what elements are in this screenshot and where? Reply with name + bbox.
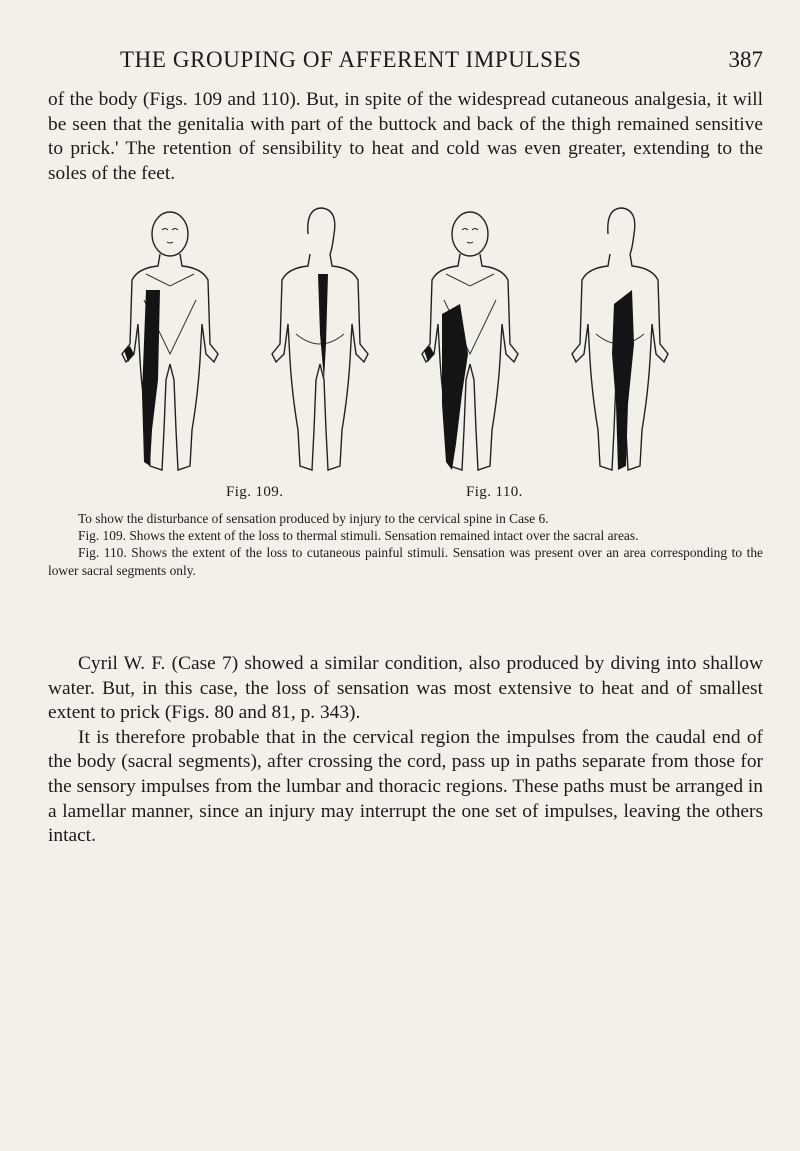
- body-continuation: [48, 652, 763, 849]
- paragraph-conclusion: It is therefore probable that in the cervical region the impulses from the caudal end of the body (sacral segments), after crossing the cord, pass up in paths separate from those for the sensory impulses from the lumbar and thoracic regions. These paths must be arranged in a lamellar manner, since an injury may interrupt the one set of impulses, leaving the others intact.: [48, 726, 763, 847]
- running-head: [48, 47, 763, 79]
- caption-intro: To show the disturbance of sensation produced by injury to the cervical spine in Case 6.: [78, 511, 549, 526]
- caption-fig109: Fig. 109. Shows the extent of the loss to thermal stimuli. Sensation remained intact over the sacral areas.: [78, 528, 639, 544]
- fig109-back-figure: [272, 208, 368, 470]
- page-number: 387: [728, 47, 763, 72]
- body-chart-figures: [100, 204, 700, 480]
- caption-fig110: Fig. 110. Shows the extent of the loss to cutaneous painful stimuli. Sensation was present over an area corresponding to the lower sacral segments only.: [48, 545, 763, 578]
- paragraph-case7: Cyril W. F. (Case 7) showed a similar condition, also produced by diving into shallow water. But, in this case, the loss of sensation was most extensive to heat and of smallest extent to prick (Figs. 80 and 81, p. 343).: [48, 653, 763, 724]
- fig110-back-figure: [572, 208, 668, 470]
- fig109-front-figure: [122, 212, 218, 470]
- fig109-label: Fig. 109.: [226, 484, 284, 500]
- running-title: THE GROUPING OF AFFERENT IMPULSES: [120, 47, 582, 72]
- paragraph-opening: of the body (Figs. 109 and 110). But, in spite of the widespread cutaneous analgesia, it will be seen that the genitalia with part of the buttock and back of the thigh remained sensitive to prick.' The retention of sensibility to heat and cold was even greater, extending to the soles of the feet.: [48, 89, 763, 184]
- figure-caption: [48, 510, 763, 579]
- fig110-front-figure: [422, 212, 518, 470]
- fig110-label: Fig. 110.: [466, 484, 523, 500]
